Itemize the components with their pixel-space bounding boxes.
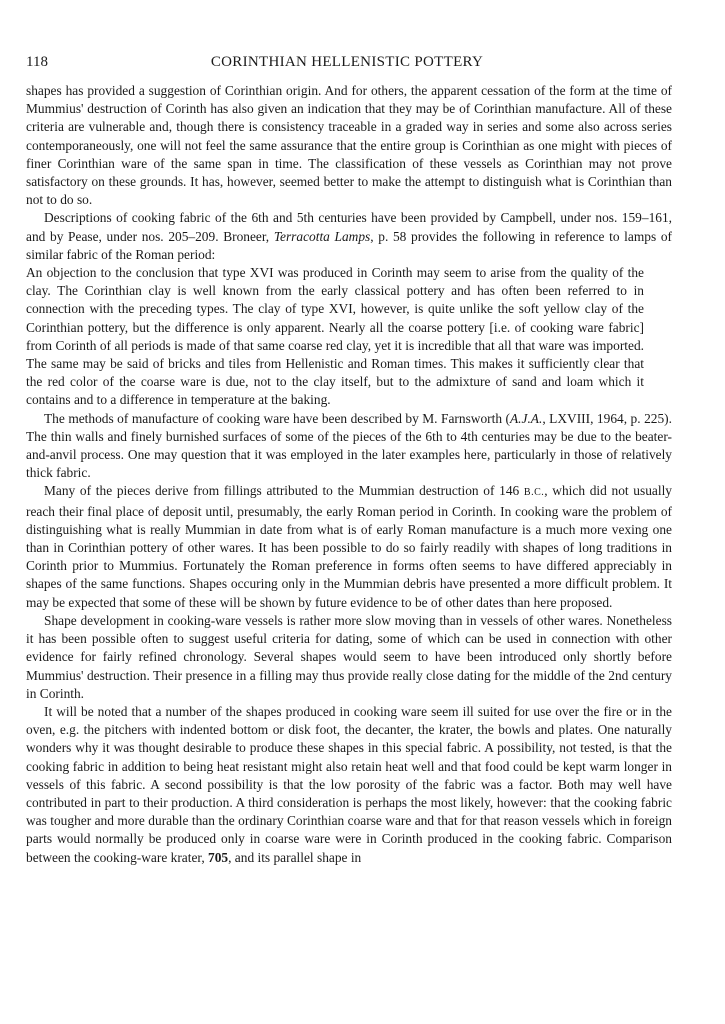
block-quote: An objection to the conclusion that type XVI was produced in Corinth may seem to arise from the quality of the clay. The Corinthian clay is well known from the early classical pottery and has often been referred to in connection with the preceding types. The clay of type XVI, however, is quite unlike the soft yellow clay of the Corinthian pottery, but the difference is only apparent. Nearly all the coarse pottery [i.e. of cooking ware fabric] from Corinth of all periods is made of that same coarse red clay, yet it is incredible that all that ware was imported. The same may be said of bricks and tiles from Hellenistic and Roman times. This makes it sufficiently clear that the red color of the coarse ware is due, not to the clay itself, but to the admixture of sand and loam which it contains and to a difference in temperature at the baking. — [26, 265, 644, 408]
running-title: CORINTHIAN HELLENISTIC POTTERY — [210, 54, 484, 70]
paragraph-2: Descriptions of cooking fabric of the 6th and 5th centuries have been provided by Campbell, under nos. 159–161, and by Pease, under nos. 205–209. Broneer, Terracotta Lamps, p. 58 provides the following in reference to lamps of similar fabric of the Roman period: — [26, 210, 672, 262]
page-header — [26, 54, 668, 74]
era-abbrev: B.C. — [523, 487, 545, 499]
citation-title: Terracotta Lamps — [273, 228, 371, 244]
paragraph-6: It will be noted that a number of the shapes produced in cooking ware seem ill suited for use over the fire or in the oven, e.g. the pitchers with indented bottom or disk foot, the decanter, the krater, the bowls and plates. One naturally wonders why it was thought desirable to produce these shapes in this special fabric. A possibility, not tested, is that the cooking fabric in addition to being heat resistant might also retain heat well and that food could be kept warm longer in vessels of this fabric. A second possibility is that the low porosity of the fabric was a factor. Both may well have contributed in part to their production. A third consideration is perhaps the most likely, however: that the cooking fabric was tougher and more durable than the ordinary Corinthian coarse ware and that for that reason vessels which in foreign parts would normally be produced only in coarse ware were in Corinth produced in the cooking fabric. Comparison between the cooking-ware krater, 705, and its parallel shape in — [26, 703, 672, 865]
page-number: 118 — [26, 54, 48, 70]
journal-abbrev: A.J.A. — [509, 410, 543, 426]
body-text — [26, 82, 672, 867]
paragraph-5: Shape development in cooking-ware vessels is rather more slow moving than in vessels of other wares. Nonetheless it has been possible often to suggest useful criteria for dating, some of which can be used in connection with other evidence for fairly refined chronology. Several shapes would seem to have been introduced only shortly before Mummius' destruction. Their presence in a filling may thus provide really close dating for the middle of the 2nd century in Corinth. — [26, 612, 672, 701]
catalog-number: 705 — [208, 849, 229, 865]
paragraph-4: Many of the pieces derive from fillings attributed to the Mummian destruction of 146 B.C., which did not usually reach their final place of deposit until, presumably, the early Roman period in Corinth. In cooking ware the problem of distinguishing what is really Mummian in date from what is of early Roman manufacture is a much more vexing one than in Corinthian pottery of other wares. It has been possible to do so fairly readily with shapes of long traditions in Corinth prior to Mummius. Fortunately the Roman preference in forms often seems to have differed appreciably in shapes of the same functions. Shapes occuring only in the Mummian debris have presented a more difficult problem. It may be expected that some of these will be shown by future evidence to be of other dates than here proposed. — [26, 483, 672, 610]
paragraph-1: shapes has provided a suggestion of Corinthian origin. And for others, the apparent cessation of the form at the time of Mummius' destruction of Corinth has also given an indication that they may be of Corinthian manufacture. All of these criteria are vulnerable and, though there is consistency traceable in a graded way in series and some also across series contemporaneously, one will not feel the same assurance that the entire group is Corinthian as one might with pieces of finer Corinthian ware of the same span in time. The classification of these vessels as Corinthian may not prove satisfactory on these grounds. It has, however, seemed better to make the attempt to distinguish what is Corinthian than not to do so. — [26, 83, 672, 208]
paragraph-3: The methods of manufacture of cooking ware have been described by M. Farnsworth (A.J.A., LXVIII, 1964, p. 225). The thin walls and finely burnished surfaces of some of the pieces of the 6th to 4th centuries may be due to the beater-and-anvil process. One may question that it was employed in the later examples here, particularly in those of relatively thick fabric. — [26, 410, 672, 481]
